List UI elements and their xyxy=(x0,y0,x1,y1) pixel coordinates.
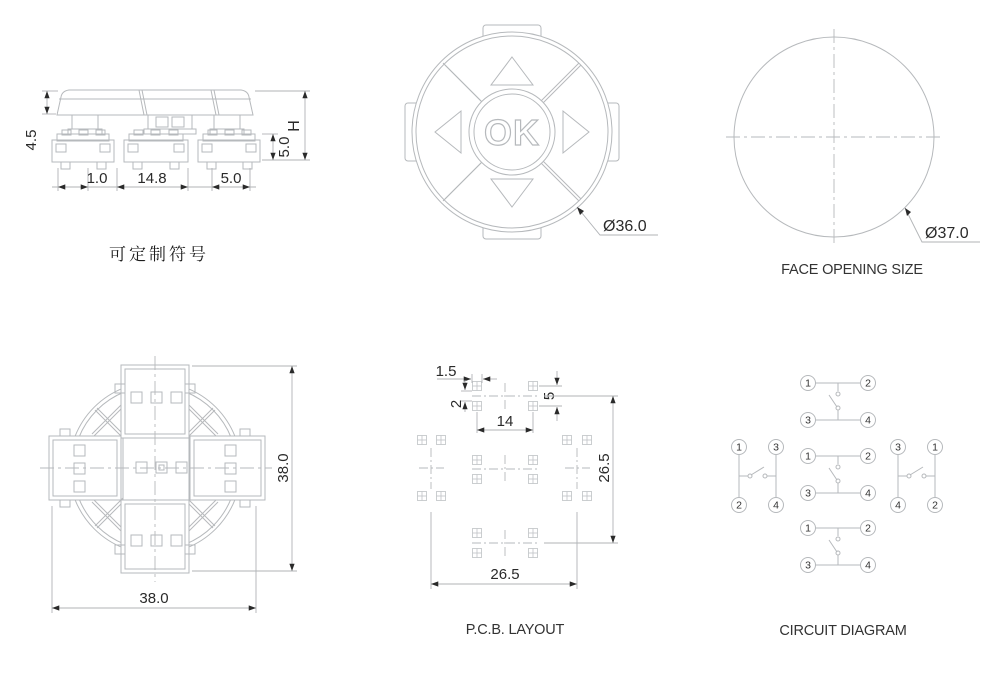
terminal-label: 2 xyxy=(865,450,871,463)
bottom-view-width-label: 38.0 xyxy=(139,590,169,607)
circuit-switch-top xyxy=(801,376,876,428)
dim-side-width: 5.0 xyxy=(220,170,242,187)
top-view-drawing xyxy=(405,25,658,239)
pcb-dim-width: 26.5 xyxy=(490,566,520,583)
circuit-caption: CIRCUIT DIAGRAM xyxy=(779,623,907,639)
terminal-label: 4 xyxy=(865,487,871,500)
terminal-label: 3 xyxy=(805,414,811,427)
switch-body-center xyxy=(124,130,188,169)
terminal-label: 2 xyxy=(865,377,871,390)
terminal-label: 4 xyxy=(865,414,871,427)
terminal-label: 4 xyxy=(773,499,779,512)
dim-center-width: 14.8 xyxy=(137,170,167,187)
terminal-label: 2 xyxy=(865,522,871,535)
pcb-dim-pad-span-x: 14 xyxy=(496,413,514,430)
face-opening-caption: FACE OPENING SIZE xyxy=(781,262,923,278)
terminal-label: 1 xyxy=(805,522,811,535)
terminal-label: 3 xyxy=(805,487,811,500)
switch-body-left xyxy=(52,130,114,169)
terminal-label: 2 xyxy=(932,499,938,512)
face-opening-diameter-label: Ø37.0 xyxy=(925,225,969,242)
pcb-dim-pad-span-y: 5 xyxy=(541,391,558,401)
pcb-layout-drawing xyxy=(418,363,619,638)
side-view-drawing xyxy=(23,90,310,264)
terminal-label: 1 xyxy=(932,441,938,454)
terminal-label: 3 xyxy=(805,559,811,572)
circuit-diagram-drawing xyxy=(732,376,943,640)
dim-switch-height: 5.0 xyxy=(276,136,293,158)
terminal-label: 2 xyxy=(736,499,742,512)
face-opening-drawing xyxy=(726,29,980,278)
dim-total-height: H xyxy=(286,120,303,132)
dim-offset: 1.0 xyxy=(86,170,108,187)
top-view-diameter-label: Ø36.0 xyxy=(603,218,647,235)
pcb-dim-pad-width: 1.5 xyxy=(435,363,457,380)
terminal-label: 1 xyxy=(736,441,742,454)
pcb-dim-pad-gap: 2 xyxy=(448,399,465,409)
pcb-dim-height: 26.5 xyxy=(596,453,613,483)
terminal-label: 4 xyxy=(865,559,871,572)
switch-body-right xyxy=(198,130,260,169)
side-view-caption: 可定制符号 xyxy=(109,245,209,264)
pcb-crosshairs xyxy=(419,383,590,556)
terminal-label: 4 xyxy=(895,499,901,512)
terminal-label: 3 xyxy=(895,441,901,454)
dim-cap-height: 4.5 xyxy=(23,129,40,151)
ok-button-label: OK xyxy=(484,112,540,153)
circuit-switch-bottom xyxy=(801,521,876,573)
terminal-label: 1 xyxy=(805,450,811,463)
pcb-pads xyxy=(418,382,592,558)
bottom-view-drawing xyxy=(40,356,297,613)
circuit-switch-left xyxy=(732,440,784,513)
terminal-label: 1 xyxy=(805,377,811,390)
circuit-switch-center xyxy=(801,449,876,501)
circuit-switch-right xyxy=(891,440,943,513)
terminal-label: 3 xyxy=(773,441,779,454)
bottom-view-center-switch xyxy=(123,438,189,500)
bottom-view-height-label: 38.0 xyxy=(275,453,292,483)
pcb-caption: P.C.B. LAYOUT xyxy=(465,622,565,638)
